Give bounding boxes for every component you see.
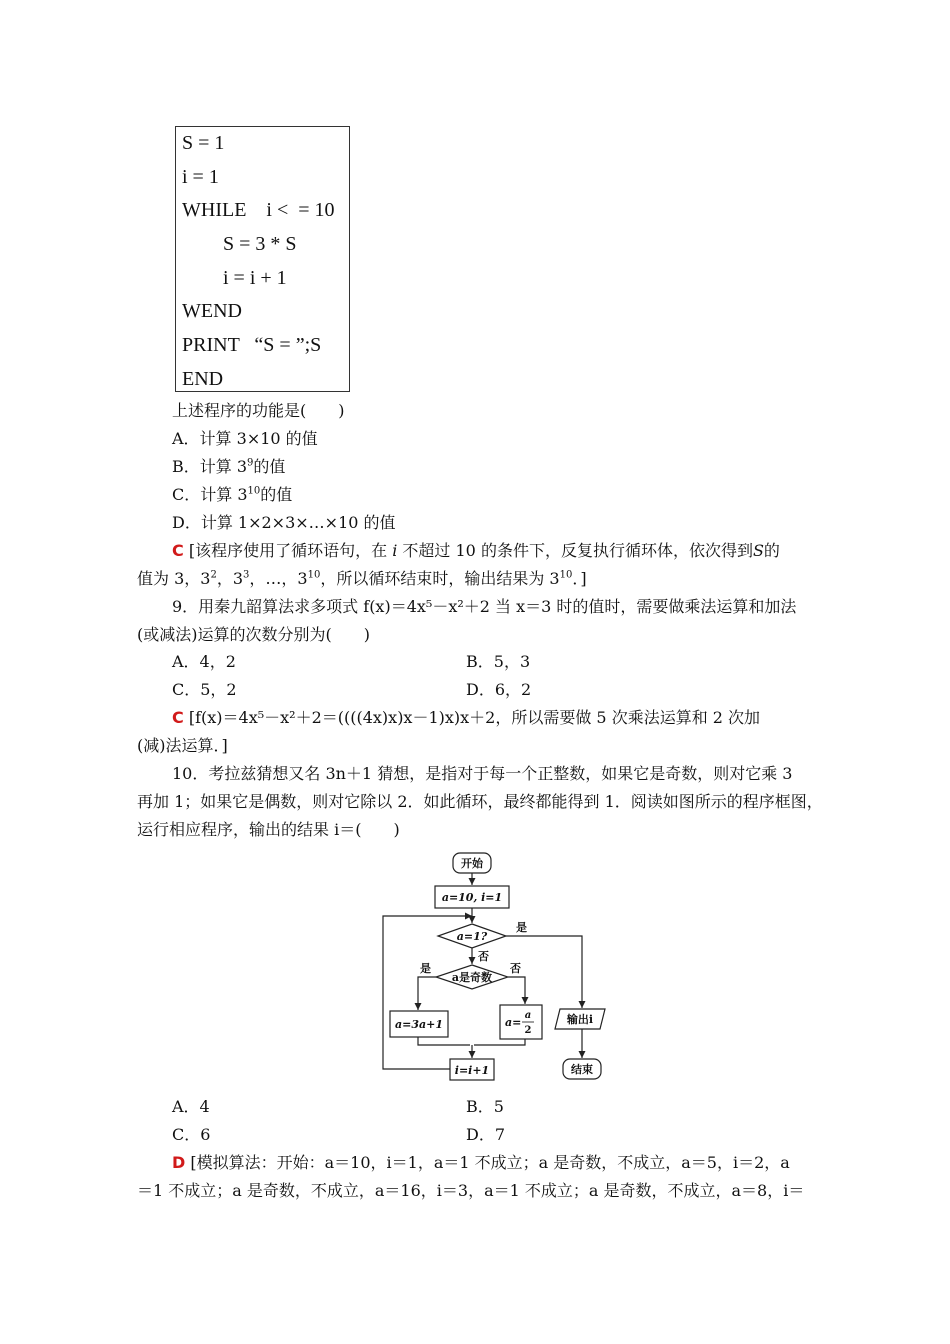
q10-option-a: A．4 (172, 1097, 210, 1116)
q9-explanation-2: (减)法运算．] (137, 736, 228, 755)
q8-option-d: D．计算 1×2×3×…×10 的值 (172, 513, 396, 532)
code-line-2: i = 1 (182, 166, 219, 188)
flow-increment-label: i=i+1 (454, 1064, 490, 1077)
q10-stem-2: 再加 1；如果它是偶数，则对它除以 2．如此循环，最终都能得到 1．阅读如图所示的程序框图， (137, 792, 823, 811)
q8-explanation-2: 值为 3，$3^2$，$3^3$，…，$3^{10}$，所以循环结束时，输出结果为 $3^{10}$．] (137, 569, 587, 588)
flow-even-label: a= (505, 1016, 522, 1029)
q10-answer: D (172, 1153, 186, 1172)
code-line-4: S = 3 * S (223, 233, 297, 255)
code-line-3: WHILE i < = 10 (182, 199, 335, 221)
q9-option-a: A．4，2 (172, 652, 236, 671)
flow-yes2-label: 是 (420, 962, 431, 975)
flow-cond2-label: a是奇数 (451, 971, 493, 984)
q9-option-b: B．5，3 (466, 652, 531, 671)
flow-init-label: a=10, i=1 (441, 891, 503, 904)
q9-stem-1: 9．用秦九韶算法求多项式 f(x)＝4x⁵－x²＋2 当 x＝3 时的值时，需要做乘法运算和加法 (172, 597, 797, 616)
q10-option-c: C．6 (172, 1125, 211, 1144)
q8-option-b: B．计算 $3^9$的值 (172, 457, 286, 476)
q9-answer: C (172, 708, 184, 727)
flow-start-label: 开始 (461, 857, 483, 870)
flow-output-label: 输出i (566, 1013, 594, 1026)
flow-no2-label: 否 (510, 962, 521, 975)
q8-explanation-1: C [该程序使用了循环语句，在 i 不超过 10 的条件下，反复执行循环体，依次得到S的 (172, 541, 780, 560)
flowchart (370, 848, 620, 1084)
q10-stem-3: 运行相应程序，输出的结果 i＝( ) (137, 820, 400, 839)
q8-answer: C (172, 541, 184, 560)
flow-yes1-label: 是 (516, 921, 527, 934)
code-line-1: S = 1 (182, 132, 225, 154)
q10-stem-1: 10．考拉兹猜想又名 3n＋1 猜想，是指对于每一个正整数，如果它是奇数，则对它乘 3 (172, 764, 793, 783)
q9-option-c: C．5，2 (172, 680, 237, 699)
code-line-7: PRINT “S = ”;S (182, 334, 322, 356)
code-line-5: i = i + 1 (223, 267, 287, 289)
q8-stem: 上述程序的功能是( ) (172, 401, 345, 420)
q9-option-d: D．6，2 (466, 680, 532, 699)
q10-explanation-2: ＝1 不成立；a 是奇数，不成立，a＝16，i＝3，a＝1 不成立；a 是奇数，不成立，a＝8，i＝ (137, 1181, 805, 1200)
code-line-8: END (182, 368, 224, 390)
q10-option-d: D．7 (466, 1125, 506, 1144)
flow-cond1-label: a=1? (456, 930, 488, 943)
q10-option-b: B．5 (466, 1097, 504, 1116)
q8-option-a: A．计算 3×10 的值 (172, 429, 318, 448)
q10-explanation-1: D [模拟算法：开始：a＝10，i＝1，a＝1 不成立；a 是奇数，不成立，a＝5，i＝2，a (172, 1153, 790, 1172)
flow-even-numerator: a (524, 1010, 532, 1021)
flow-no1-label: 否 (478, 950, 489, 963)
flow-odd-label: a=3a+1 (395, 1018, 443, 1031)
q9-explanation-1: C [f(x)＝4x⁵－x²＋2＝((((4x)x)x－1)x)x＋2，所以需要做 5 次乘法运算和 2 次加 (172, 708, 761, 727)
code-listing (175, 126, 350, 392)
q9-stem-2: (或减法)运算的次数分别为( ) (137, 625, 370, 644)
flow-end-label: 结束 (571, 1063, 593, 1076)
q8-option-c: C．计算 $3^{10}$的值 (172, 485, 293, 504)
code-line-6: WEND (182, 300, 242, 322)
flow-even-denominator: 2 (524, 1025, 532, 1036)
